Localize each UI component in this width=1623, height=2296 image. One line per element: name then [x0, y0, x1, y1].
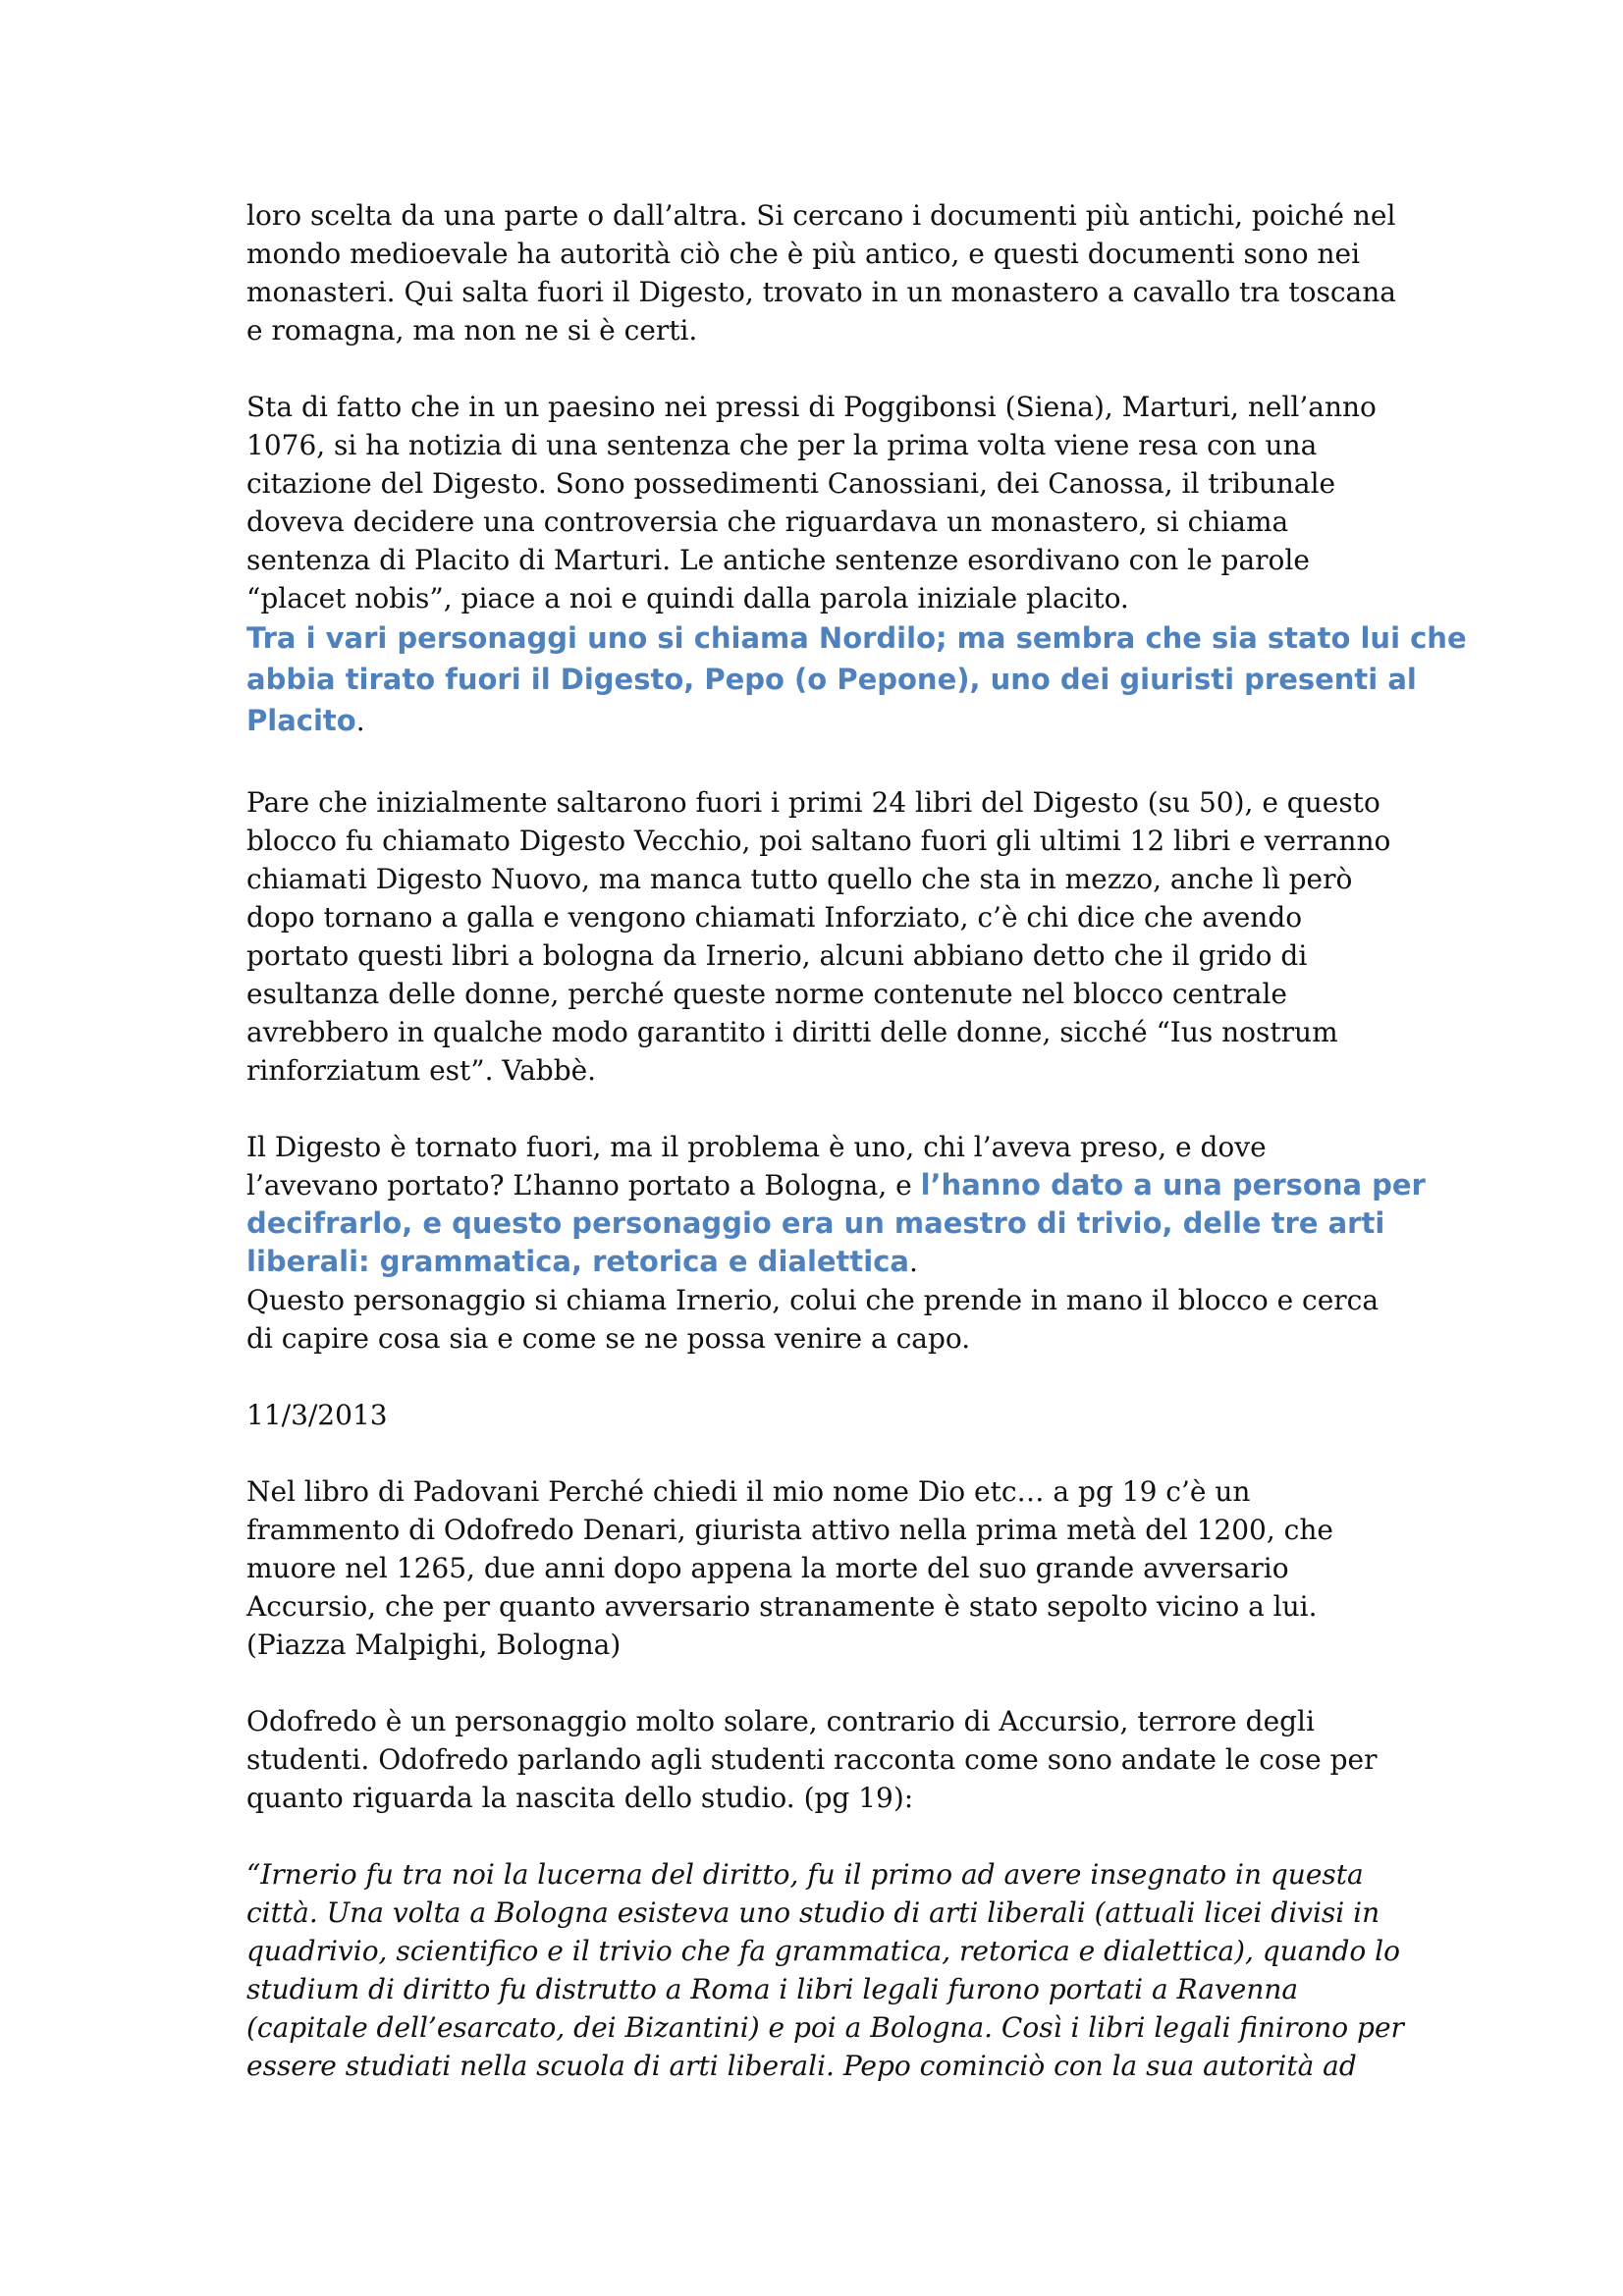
text-line: avrebbero in qualche modo garantito i diritti delle donne, sicché “Ius nostrum: [246, 1016, 1338, 1048]
punctuation: .: [909, 1246, 918, 1278]
text-fragment: l’avevano portato? L’hanno portato a Bologna, e: [246, 1169, 921, 1201]
text-line: studenti. Odofredo parlando agli studenti racconta come sono andate le cose per: [246, 1743, 1378, 1776]
text-line: dopo tornano a galla e vengono chiamati Inforziato, c’è chi dice che avendo: [246, 901, 1303, 934]
text-line: portato questi libri a bologna da Irnerio, alcuni abbiano detto che il grido di: [246, 939, 1308, 972]
text-line: e romagna, ma non ne si è certi.: [246, 314, 698, 347]
text-line: quanto riguarda la nascita dello studio. (pg 19):: [246, 1782, 914, 1814]
text-line: sentenza di Placito di Marturi. Le antiche sentenze esordivano con le parole: [246, 544, 1310, 576]
text-line: “placet nobis”, piace a noi e quindi dalla parola iniziale placito.: [246, 582, 1129, 614]
paragraph-3-highlight: [246, 617, 1467, 742]
highlight-fragment: liberali: grammatica, retorica e dialettica: [246, 1245, 909, 1278]
quote-line: studium di diritto fu distrutto a Roma i libri legali furono portati a Ravenna: [246, 1973, 1299, 2005]
text-line: Accursio, che per quanto avversario stranamente è stato sepolto vicino a lui.: [246, 1590, 1318, 1623]
text-line: mondo medioevale ha autorità ciò che è più antico, e questi documenti sono nei: [246, 238, 1361, 270]
text-line: 1076, si ha notizia di una sentenza che per la prima volta viene resa con una: [246, 429, 1318, 461]
text-line: Il Digesto è tornato fuori, ma il problema è uno, chi l’aveva preso, e dove: [246, 1131, 1267, 1163]
date-text: 11/3/2013: [246, 1399, 388, 1431]
text-line: Nel libro di Padovani Perché chiedi il mio nome Dio etc… a pg 19 c’è un: [246, 1475, 1251, 1508]
text-line: doveva decidere una controversia che riguardava un monastero, si chiama: [246, 506, 1289, 538]
text-line: (Piazza Malpighi, Bologna): [246, 1629, 622, 1661]
text-line: monasteri. Qui salta fuori il Digesto, trovato in un monastero a cavallo tra toscana: [246, 276, 1396, 308]
text-line: citazione del Digesto. Sono possedimenti Canossiani, dei Canossa, il tribunale: [246, 467, 1336, 500]
text-line: chiamati Digesto Nuovo, ma manca tutto quello che sta in mezzo, anche lì però: [246, 863, 1353, 895]
highlight-line: Tra i vari personaggi uno si chiama Nordilo; ma sembra che sia stato lui che: [246, 621, 1467, 655]
text-line: Sta di fatto che in un paesino nei pressi di Poggibonsi (Siena), Marturi, nell’anno: [246, 391, 1377, 423]
paragraph-8: [246, 1702, 1385, 1817]
quote-line: “Irnerio fu tra noi la lucerna del diritto, fu il primo ad avere insegnato in questa: [246, 1858, 1364, 1891]
highlight-line: Placito: [246, 704, 356, 737]
paragraph-1: [246, 196, 1396, 349]
paragraph-5: [246, 1128, 1426, 1281]
paragraph-9-quote: [246, 1855, 1404, 2085]
quote-line: quadrivio, scientifico e il trivio che fa grammatica, retorica e dialettica), quando lo: [246, 1935, 1400, 1967]
text-line: muore nel 1265, due anni dopo appena la morte del suo grande avversario: [246, 1552, 1289, 1584]
text-line: blocco fu chiamato Digesto Vecchio, poi saltano fuori gli ultimi 12 libri e verranno: [246, 825, 1391, 857]
text-line: loro scelta da una parte o dall’altra. Si cercano i documenti più antichi, poiché nel: [246, 199, 1396, 232]
paragraph-4: [246, 783, 1391, 1090]
paragraph-6: [246, 1281, 1385, 1358]
document-page: [246, 196, 1467, 2123]
highlight-fragment: l’hanno dato a una persona per: [920, 1168, 1426, 1201]
highlight-line: abbia tirato fuori il Digesto, Pepo (o Pepone), uno dei giuristi presenti al: [246, 663, 1417, 696]
quote-line: essere studiati nella scuola di arti liberali. Pepo cominciò con la sua autorità ad: [246, 2050, 1357, 2082]
highlight-line: decifrarlo, e questo personaggio era un maestro di trivio, delle tre arti: [246, 1206, 1385, 1240]
text-line: frammento di Odofredo Denari, giurista attivo nella prima metà del 1200, che: [246, 1514, 1333, 1546]
text-line: Odofredo è un personaggio molto solare, contrario di Accursio, terrore degli: [246, 1705, 1315, 1737]
quote-line: città. Una volta a Bologna esisteva uno studio di arti liberali (attuali licei divisi in: [246, 1896, 1380, 1929]
text-line: di capire cosa sia e come se ne possa venire a capo.: [246, 1322, 971, 1355]
text-line: rinforziatum est”. Vabbè.: [246, 1054, 597, 1087]
paragraph-2: [246, 388, 1385, 617]
date-heading: [246, 1396, 1385, 1434]
paragraph-7: [246, 1472, 1385, 1664]
text-line: Pare che inizialmente saltarono fuori i primi 24 libri del Digesto (su 50), e questo: [246, 786, 1380, 819]
punctuation: .: [355, 705, 365, 737]
text-line: esultanza delle donne, perché queste norme contenute nel blocco centrale: [246, 978, 1287, 1010]
text-line: Questo personaggio si chiama Irnerio, colui che prende in mano il blocco e cerca: [246, 1284, 1380, 1316]
quote-line: (capitale dell’esarcato, dei Bizantini) e poi a Bologna. Così i libri legali finirono per: [246, 2011, 1404, 2044]
